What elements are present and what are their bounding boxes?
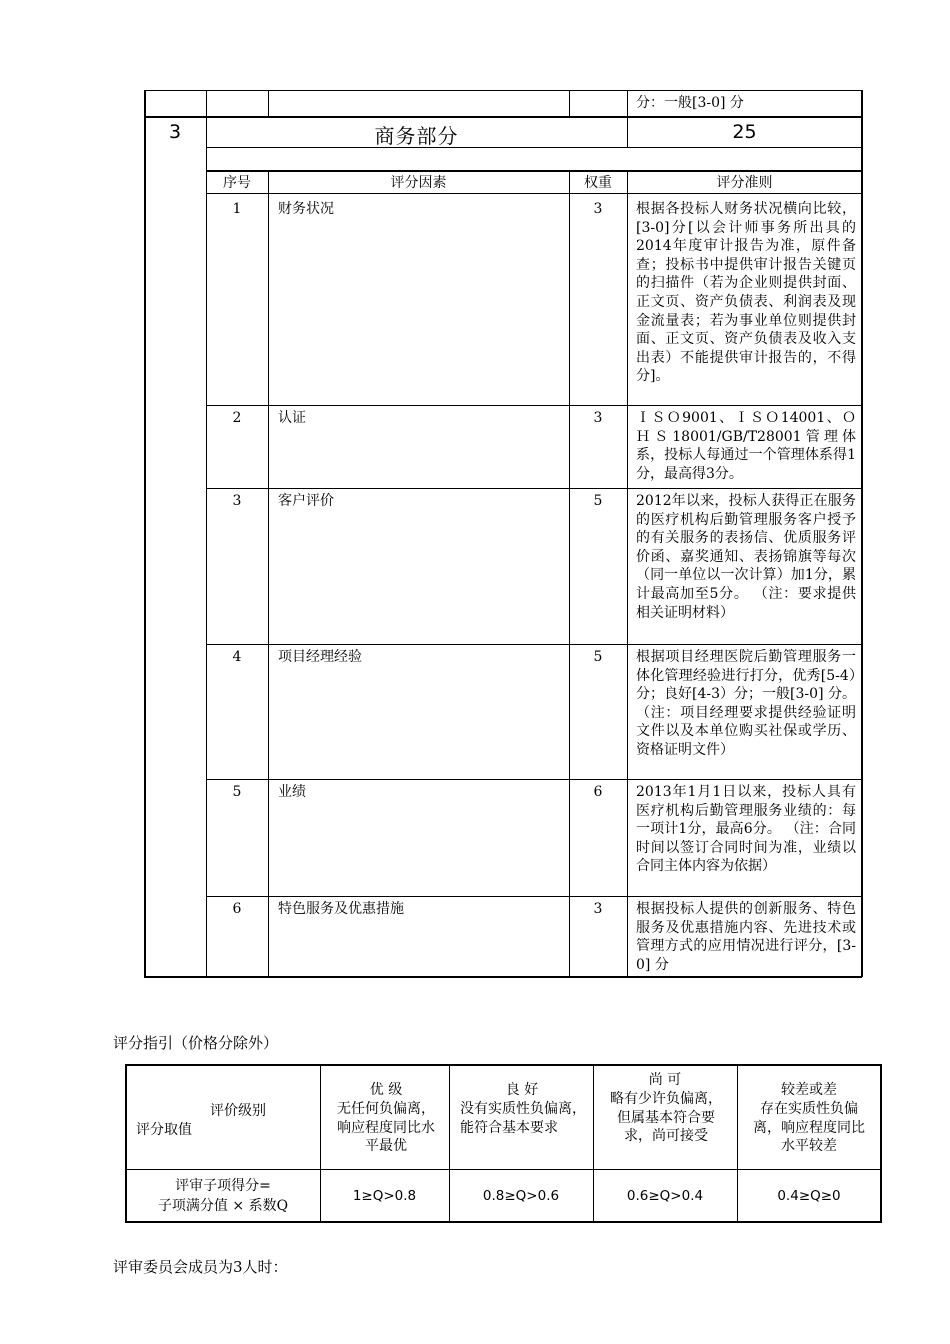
row-no: 5: [232, 784, 242, 800]
row-weight: 3: [593, 410, 603, 426]
row-factor: 业绩: [278, 784, 306, 800]
row-no: 4: [232, 649, 242, 665]
range-value: 0.4≥Q≥0: [777, 1188, 841, 1204]
section-title: 商务部分: [374, 124, 459, 148]
guide-corner-bottom: 评分取值: [136, 1122, 192, 1138]
level-name: 尚 可: [648, 1072, 682, 1088]
section-number: 3: [168, 121, 182, 143]
level-name: 良 好: [505, 1082, 539, 1098]
row-weight: 5: [593, 493, 603, 509]
row-factor: 特色服务及优惠措施: [278, 901, 404, 917]
row-criteria: 根据各投标人财务状况横向比较，[3-0]分[以会计师事务所出具的2014年度审计报告为准，原件备查；投标书中提供审计报告关键页的扫描件（若为企业则提供封面、正文页、资产负债表、利润表及现金流量表；若为事业单位则提供封面、正文页、资产负债表及收入支出表）不能提供审计报告的，不得分]。: [636, 201, 856, 385]
header-factor: 评分因素: [390, 175, 447, 191]
header-criteria: 评分准则: [716, 175, 773, 191]
level-desc: 没有实质性负偏离，能符合基本要求: [460, 1101, 586, 1136]
level-name: 较差或差: [781, 1082, 837, 1098]
level-desc: 存在实质性负偏离，响应程度同比水平较差: [753, 1101, 865, 1154]
row-no: 3: [232, 493, 242, 509]
row-weight: 3: [593, 901, 603, 917]
level-name: 优 级: [369, 1082, 403, 1098]
row-no: 2: [232, 410, 242, 426]
row-weight: 5: [593, 649, 603, 665]
header-weight: 权重: [584, 175, 612, 191]
row-factor: 项目经理经验: [278, 649, 362, 665]
level-desc: 略有少许负偏离，但属基本符合要求，尚可接受: [610, 1091, 722, 1144]
guide-corner-top: 评价级别: [210, 1103, 266, 1119]
row-weight: 6: [593, 784, 603, 800]
row-criteria: ＩＳＯ9001、ＩＳＯ14001、ＯＨＳ18001/GB/T28001管理体系，投标人每通过一个管理体系得1分，最高得3分。: [636, 410, 856, 482]
range-value: 1≥Q>0.8: [352, 1188, 417, 1204]
guide-title: 评分指引（价格分除外）: [113, 1034, 279, 1052]
row-label-line2: 子项满分值 × 系数Q: [157, 1198, 289, 1214]
row-criteria: 2013年1月1日以来，投标人具有医疗机构后勤管理服务业绩的：每一项计1分，最高6分。 （注：合同时间以签订合同时间为准，业绩以合同主体内容为依据）: [636, 784, 856, 875]
row-factor: 认证: [278, 410, 306, 426]
footer-text: 评审委员会成员为3人时：: [113, 1258, 288, 1276]
row-factor: 财务状况: [278, 201, 334, 217]
row-criteria: 根据投标人提供的创新服务、特色服务及优惠措施内容、先进技术或管理方式的应用情况进行评分，[3-0] 分: [636, 901, 856, 973]
section-score: 25: [732, 121, 757, 143]
range-value: 0.8≥Q>0.6: [482, 1188, 560, 1204]
row-no: 6: [232, 901, 242, 917]
top-row-criteria: 分：一般[3-0] 分: [636, 95, 744, 111]
row-criteria: 根据项目经理医院后勤管理服务一体化管理经验进行打分，优秀[5-4）分；良好[4-3）分；一般[3-0] 分。 （注：项目经理要求提供经验证明文件以及本单位购买社保或学历、资格证明文件）: [636, 649, 856, 758]
row-label-line1: 评审子项得分=: [175, 1178, 271, 1194]
level-desc: 无任何负偏离，响应程度同比水平最优: [337, 1101, 435, 1154]
row-no: 1: [232, 201, 242, 217]
range-value: 0.6≥Q>0.4: [626, 1188, 704, 1204]
row-criteria: 2012年以来，投标人获得正在服务的医疗机构后勤管理服务客户授予的有关服务的表扬信、优质服务评价函、嘉奖通知、表扬锦旗等每次（同一单位以一次计算）加1分，累计最高加至5分。 （注：要求提供相关证明材料）: [636, 493, 856, 621]
header-no: 序号: [223, 175, 251, 191]
row-factor: 客户评价: [278, 493, 334, 509]
row-weight: 3: [593, 201, 603, 217]
